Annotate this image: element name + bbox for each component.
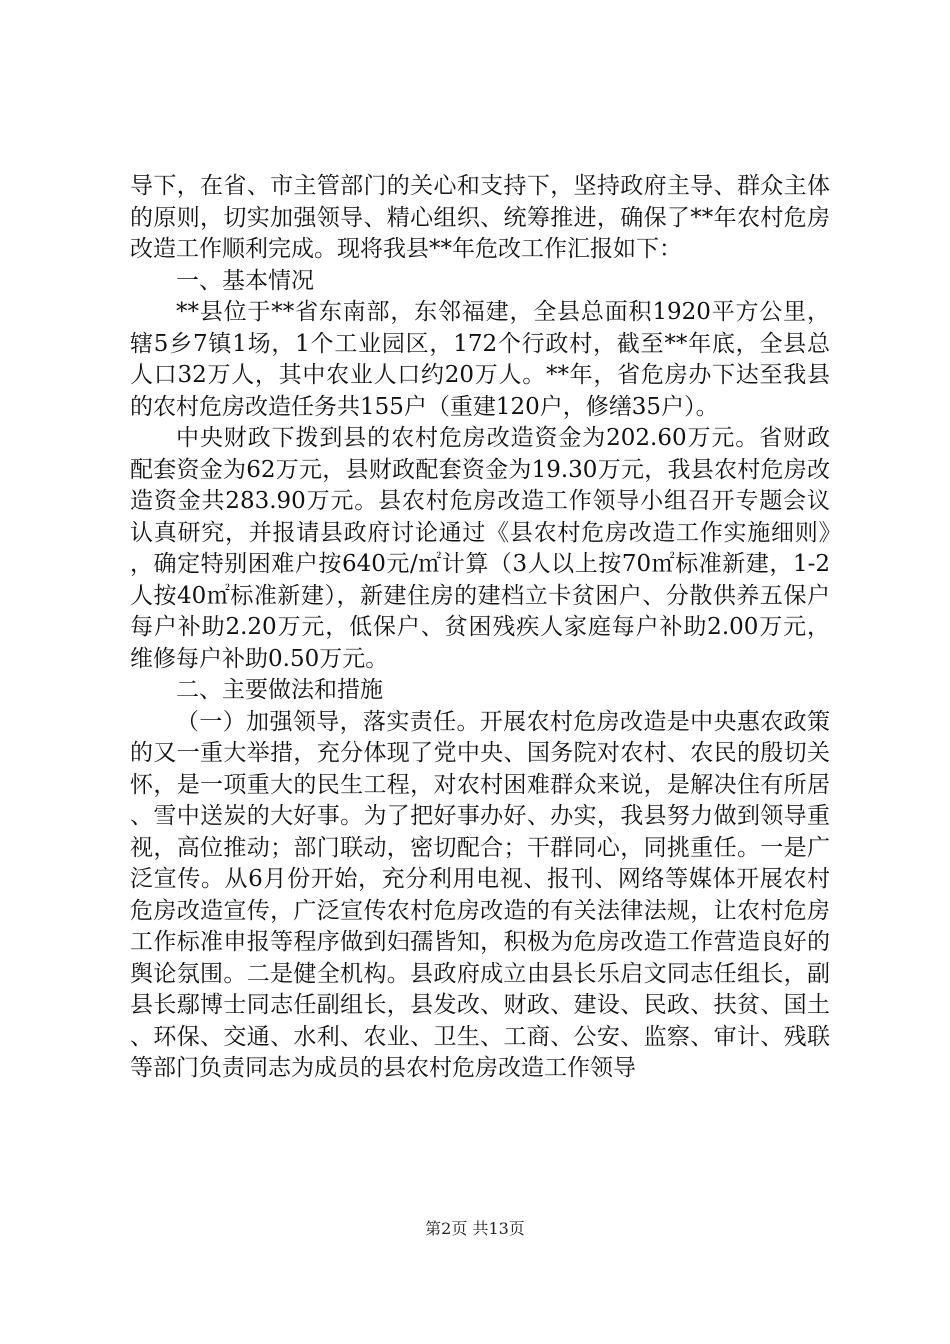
section-heading-measures: 二、主要做法和措施 — [176, 677, 383, 703]
paragraph-leadership: （一）加强领导，落实责任。开展农村危房改造是中央惠农政策的又一重大举措，充分体现了党中央、国务院对农村、农民的殷切关怀，是一项重大的民生工程，对农村困难群众来说，是解决住有所居、雪中送炭的大好事。为了把好事办好、办实，我县努力做到领导重视，高位推动；部门联动，密切配合；干群同心，同挑重任。一是广泛宣传。从6月份开始，充分利用电视、报刊、网络等媒体开展农村危房改造宣传，广泛宣传农村危房改造的有关法律法规，让农村危房工作标准申报等程序做到妇孺皆知，积极为危房改造工作营造良好的舆论氛围。二是健全机构。县政府成立由县长乐启文同志任组长，副县长鄢博士同志任副组长，县发改、财政、建设、民政、扶贫、国土、环保、交通、水利、农业、卫生、工商、公安、监察、审计、残联等部门负责同志为成员的县农村危房改造工作领导 — [130, 708, 830, 1081]
section-heading-basic-situation: 一、基本情况 — [176, 267, 314, 294]
paragraph-funding: 中央财政下拨到县的农村危房改造资金为202.60万元。省财政配套资金为62万元，县财政配套资金为19.30万元，我县农村危房改造资金共283.90万元。县农村危房改造工作领导小组召开专题会议认真研究，并报请县政府讨论通过《县农村危房改造工作实施细则》，确定特别困难户按640元/㎡计算（3人以上按70㎡标准新建，1-2人按40㎡标准新建），新建住房的建档立卡贫困户、分散供养五保户每户补助2.20万元，低保户、贫困残疾人家庭每户补助2.00万元，维修每户补助0.50万元。 — [130, 425, 830, 672]
paragraph-intro-continuation: 导下，在省、市主管部门的关心和支持下，坚持政府主导、群众主体的原则，切实加强领导、精心组织、统筹推进，确保了**年农村危房改造工作顺利完成。现将我县**年危改工作汇报如下： — [130, 173, 830, 262]
document-body — [130, 171, 830, 1085]
paragraph-county-overview: **县位于**省东南部，东邻福建，全县总面积1920平方公里，辖5乡7镇1场，1个工业园区，172个行政村，截至**年底，全县总人口32万人，其中农业人口约20万人。**年，省危房办下达至我县的农村危房改造任务共155户（重建120户，修缮35户）。 — [130, 299, 830, 420]
page-number-footer: 第2页 共13页 — [425, 1219, 525, 1238]
